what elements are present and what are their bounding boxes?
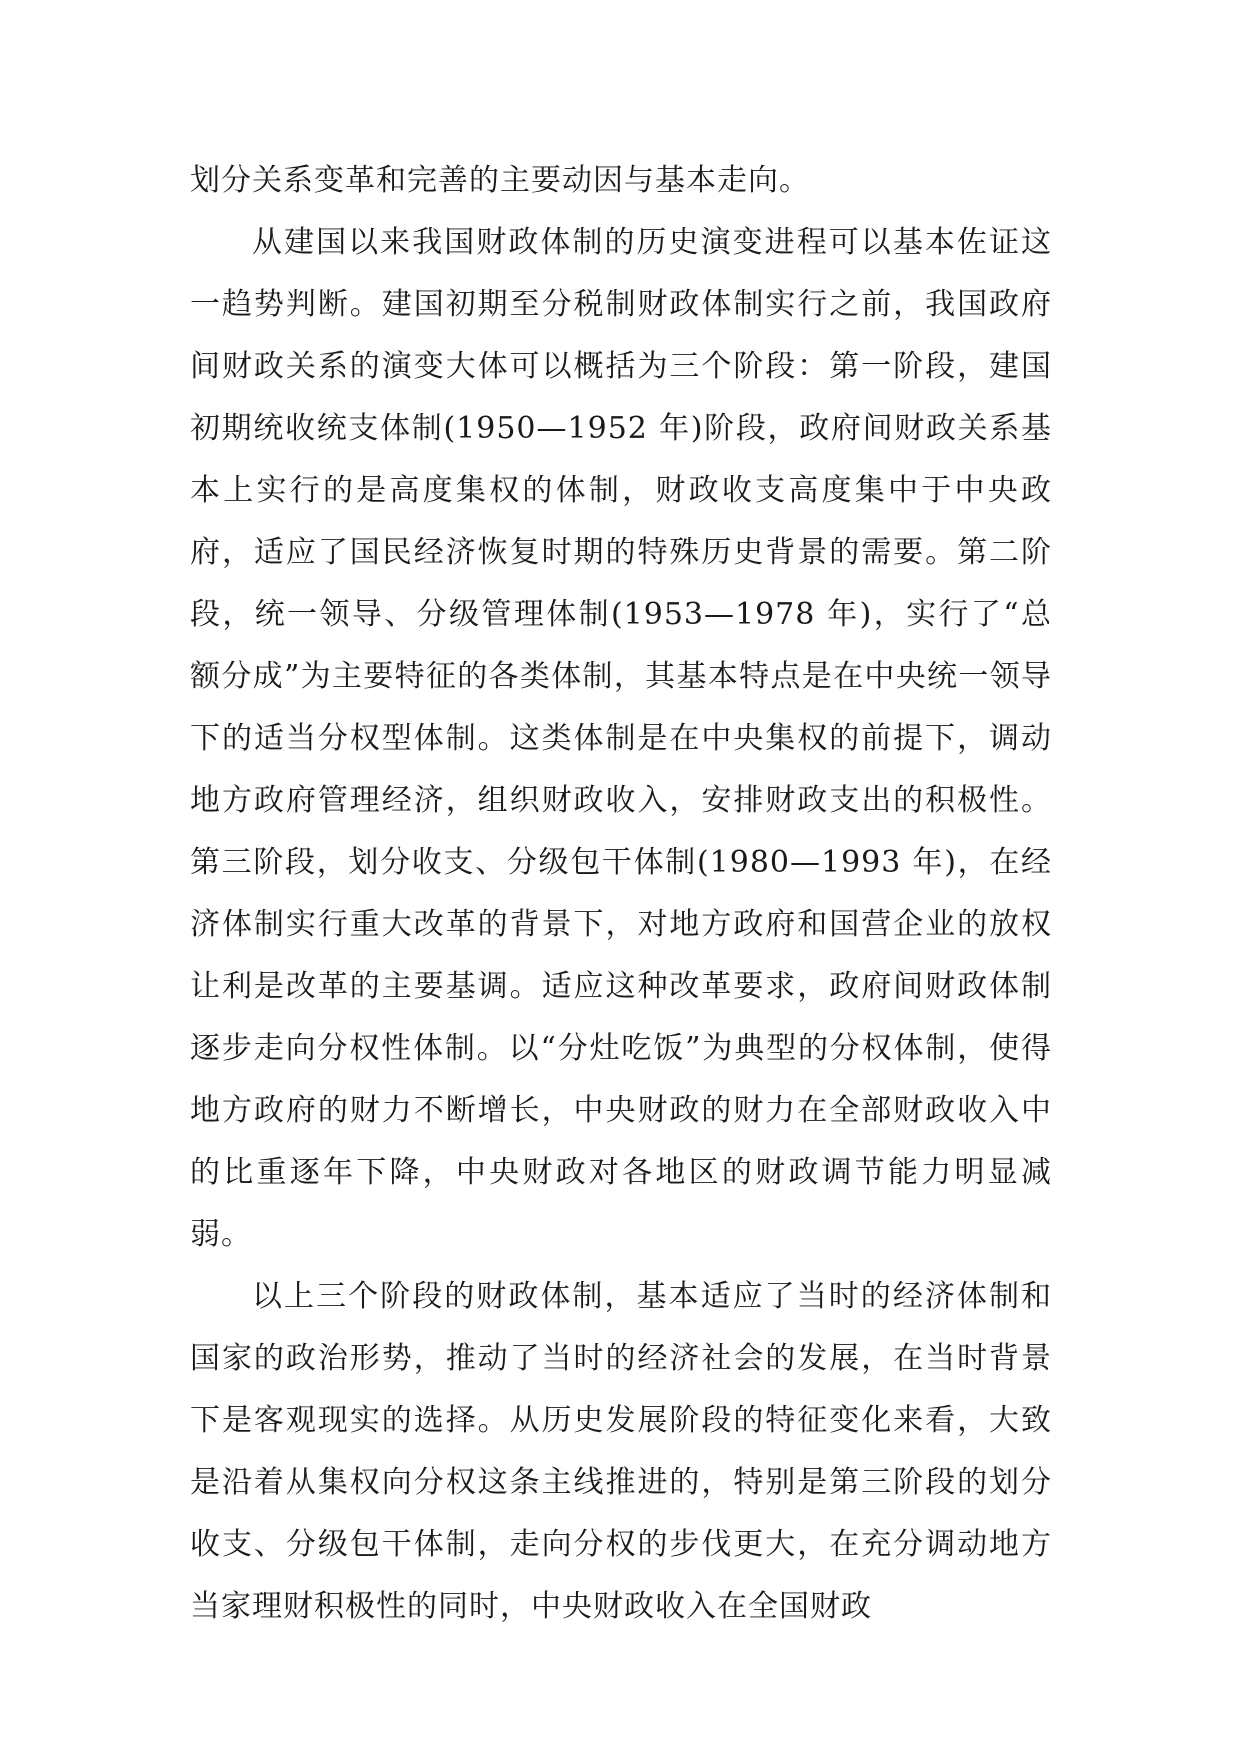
paragraph-continued: 划分关系变革和完善的主要动因与基本走向。	[190, 163, 810, 198]
body-text	[190, 150, 1052, 1638]
paragraph-history: 从建国以来我国财政体制的历史演变进程可以基本佐证这一趋势判断。建国初期至分税制财政体制实行之前，我国政府间财政关系的演变大体可以概括为三个阶段：第一阶段，建国初期统收统支体制(1950—1952 年)阶段，政府间财政关系基本上实行的是高度集权的体制，财政收支高度集中于中央政府，适应了国民经济恢复时期的特殊历史背景的需要。第二阶段，统一领导、分级管理体制(1953—1978 年)，实行了“总额分成”为主要特征的各类体制，其基本特点是在中央统一领导下的适当分权型体制。这类体制是在中央集权的前提下，调动地方政府管理经济，组织财政收入，安排财政支出的积极性。第三阶段，划分收支、分级包干体制(1980—1993 年)，在经济体制实行重大改革的背景下，对地方政府和国营企业的放权让利是改革的主要基调。适应这种改革要求，政府间财政体制逐步走向分权性体制。以“分灶吃饭”为典型的分权体制，使得地方政府的财力不断增长，中央财政的财力在全部财政收入中的比重逐年下降，中央财政对各地区的财政调节能力明显减弱。	[190, 225, 1052, 1252]
paragraph-summary: 以上三个阶段的财政体制，基本适应了当时的经济体制和国家的政治形势，推动了当时的经济社会的发展，在当时背景下是客观现实的选择。从历史发展阶段的特征变化来看，大致是沿着从集权向分权这条主线推进的，特别是第三阶段的划分收支、分级包干体制，走向分权的步伐更大，在充分调动地方当家理财积极性的同时，中央财政收入在全国财政	[190, 1279, 1052, 1624]
